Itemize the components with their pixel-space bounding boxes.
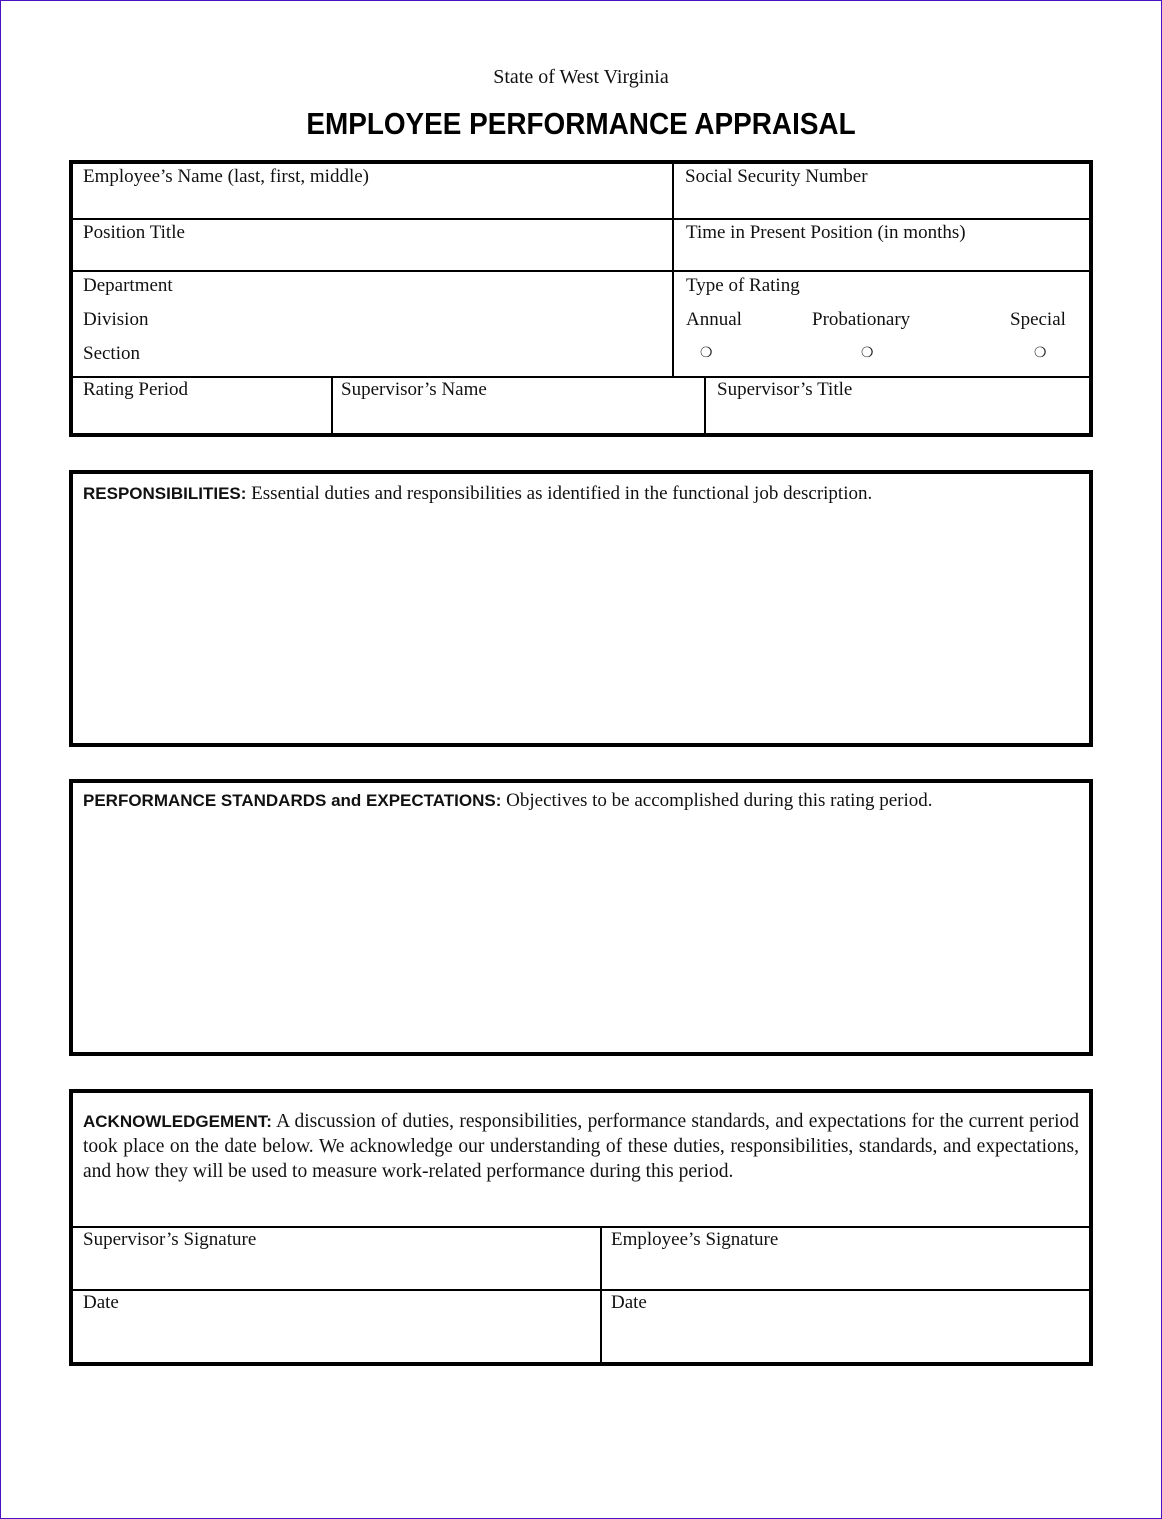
divider — [672, 163, 674, 377]
employee-date-field[interactable] — [603, 1292, 1088, 1361]
divider — [71, 376, 1091, 378]
department-label: Department — [83, 275, 173, 296]
employee-date-label: Date — [611, 1292, 647, 1313]
rating-option-probationary-label: Probationary — [812, 309, 911, 330]
divider — [71, 1289, 1091, 1291]
divider — [704, 377, 706, 433]
divider — [71, 1226, 1091, 1228]
divider — [600, 1227, 602, 1363]
standards-heading — [83, 790, 933, 812]
radio-probationary[interactable]: ❍ — [861, 345, 874, 361]
standards-box[interactable] — [69, 779, 1093, 1056]
division-label: Division — [83, 309, 149, 330]
supervisor-name-label: Supervisor’s Name — [341, 379, 487, 400]
employee-name-label: Employee’s Name (last, first, middle) — [83, 166, 369, 187]
responsibilities-box[interactable] — [69, 470, 1093, 747]
acknowledgement-paragraph — [83, 1109, 1079, 1184]
responsibilities-label: RESPONSIBILITIES: — [83, 484, 247, 503]
rating-option-special-label: Special — [1010, 309, 1066, 330]
employee-signature-label: Employee’s Signature — [611, 1229, 779, 1250]
responsibilities-text: Essential duties and responsibilities as identified in the functional job description. — [246, 483, 873, 504]
acknowledgement-label: ACKNOWLEDGEMENT: — [83, 1112, 272, 1131]
divider — [71, 270, 1091, 272]
supervisor-date-label: Date — [83, 1292, 119, 1313]
supervisor-title-label: Supervisor’s Title — [717, 379, 853, 400]
rating-period-label: Rating Period — [83, 379, 189, 400]
acknowledgement-text: A discussion of duties, responsibilities, performance standards, and expectations for the current period took place on the date below. We acknowledge our understanding of these duties, responsibilities, standards, and expectations, and how they will be used to measure work-related performance during this period. — [83, 1111, 1079, 1182]
ssn-label: Social Security Number — [685, 166, 868, 187]
standards-text: Objectives to be accomplished during this rating period. — [501, 790, 933, 811]
page-title: EMPLOYEE PERFORMANCE APPRAISAL — [306, 106, 856, 141]
divider — [331, 377, 333, 433]
radio-special[interactable]: ❍ — [1034, 345, 1047, 361]
section-label: Section — [83, 343, 140, 364]
standards-label: PERFORMANCE STANDARDS and EXPECTATIONS: — [83, 791, 502, 810]
divider — [71, 218, 1091, 220]
radio-annual[interactable]: ❍ — [700, 345, 713, 361]
supervisor-date-field[interactable] — [73, 1292, 599, 1361]
supervisor-signature-label: Supervisor’s Signature — [83, 1229, 257, 1250]
time-in-position-label: Time in Present Position (in months) — [686, 222, 966, 243]
position-title-label: Position Title — [83, 222, 185, 243]
state-name: State of West Virginia — [493, 66, 669, 88]
rating-option-annual-label: Annual — [686, 309, 742, 330]
type-of-rating-label: Type of Rating — [686, 275, 800, 296]
responsibilities-heading — [83, 483, 872, 505]
